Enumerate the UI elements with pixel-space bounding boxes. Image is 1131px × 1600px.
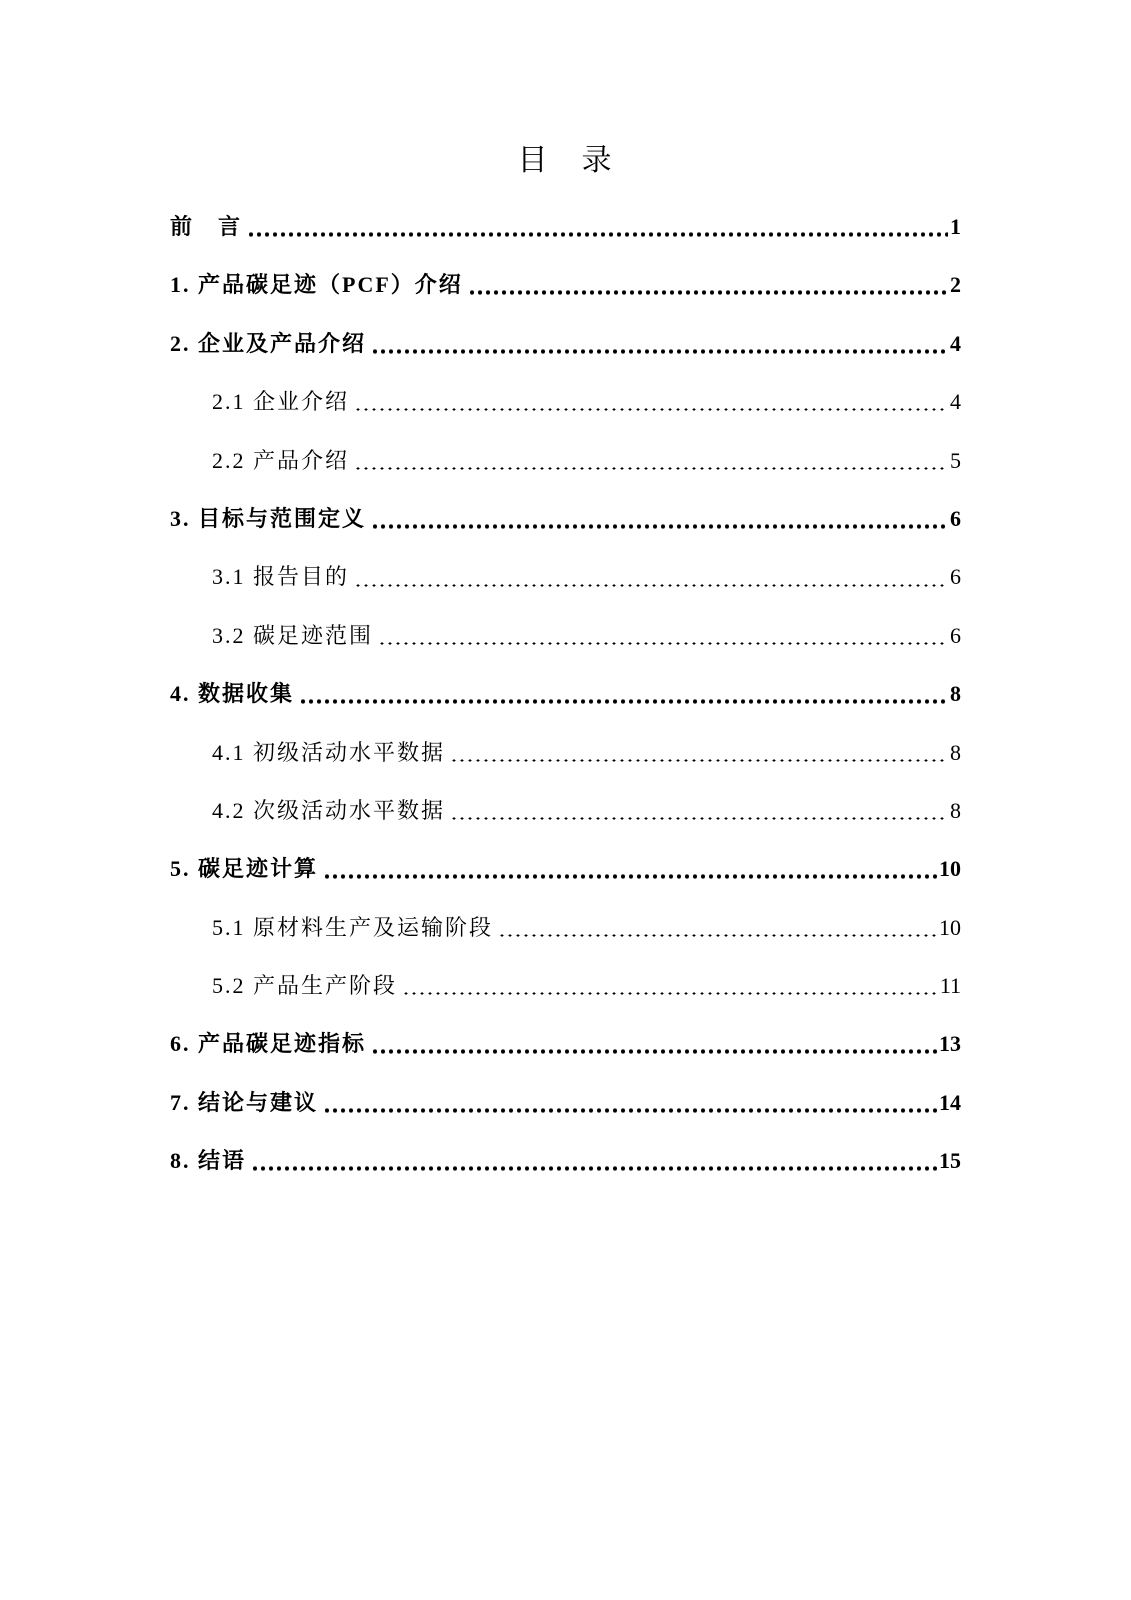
toc-entry-3-2[interactable]	[170, 607, 961, 665]
toc-entry-page: 5	[950, 447, 961, 473]
toc-entry-4-2[interactable]	[170, 782, 961, 840]
toc-entry-7[interactable]	[170, 1074, 961, 1132]
toc-entry-page: 13	[939, 1031, 961, 1057]
toc-entry-label: 3.2 碳足迹范围	[212, 622, 374, 648]
dot-leader	[378, 607, 948, 665]
toc-entry-page: 10	[939, 914, 961, 940]
dot-leader	[354, 432, 948, 490]
toc-entry-label: 3.1 报告目的	[212, 564, 350, 590]
dot-leader	[402, 957, 938, 1015]
dot-leader	[450, 724, 948, 782]
dot-leader	[371, 490, 948, 548]
toc-entry-2-2[interactable]	[170, 432, 961, 490]
toc-entry-label: 1. 产品碳足迹（PCF）介绍	[170, 272, 463, 298]
page-title: 目 录	[517, 144, 614, 177]
toc-entry-page: 8	[950, 681, 961, 707]
toc-entry-3[interactable]	[170, 490, 961, 548]
dot-leader	[251, 1132, 937, 1190]
toc-entry-page: 10	[939, 856, 961, 882]
toc-entry-page: 1	[950, 214, 961, 239]
toc-entry-label: 3. 目标与范围定义	[170, 505, 367, 531]
toc-entry-3-1[interactable]	[170, 548, 961, 606]
toc-entry-label: 4. 数据收集	[170, 681, 295, 707]
toc-entry-page: 4	[950, 389, 961, 415]
toc-entry-label: 前 言	[170, 214, 243, 239]
toc-entry-4[interactable]	[170, 665, 961, 723]
toc-entry-page: 8	[950, 797, 961, 823]
toc-entry-label: 7. 结论与建议	[170, 1089, 319, 1115]
dot-leader	[247, 198, 948, 256]
toc-entry-page: 6	[950, 622, 961, 648]
toc-entry-page: 8	[950, 739, 961, 765]
dot-leader	[354, 548, 948, 606]
toc-entry-label: 2. 企业及产品介绍	[170, 330, 367, 356]
toc-entry-page: 14	[939, 1089, 961, 1115]
toc-entry-5[interactable]	[170, 840, 961, 898]
toc-entry-4-1[interactable]	[170, 724, 961, 782]
dot-leader	[450, 782, 948, 840]
toc-entry-label: 6. 产品碳足迹指标	[170, 1031, 367, 1057]
toc-entry-6[interactable]	[170, 1015, 961, 1073]
toc-entry-label: 5.2 产品生产阶段	[212, 973, 398, 999]
dot-leader	[498, 899, 937, 957]
dot-leader	[299, 665, 948, 723]
toc-entry-preface[interactable]	[170, 198, 961, 256]
dot-leader	[371, 315, 948, 373]
dot-leader	[323, 1074, 937, 1132]
toc-entry-label: 4.2 次级活动水平数据	[212, 797, 446, 823]
toc-entry-label: 8. 结语	[170, 1148, 247, 1174]
toc-entry-5-2[interactable]	[170, 957, 961, 1015]
dot-leader	[323, 840, 937, 898]
toc-entry-8[interactable]	[170, 1132, 961, 1190]
dot-leader	[371, 1015, 937, 1073]
toc-entry-page: 2	[950, 272, 961, 298]
toc-entry-1[interactable]	[170, 256, 961, 314]
toc-entry-label: 2.2 产品介绍	[212, 447, 350, 473]
toc-entry-2[interactable]	[170, 315, 961, 373]
toc-entry-page: 15	[939, 1148, 961, 1174]
toc-entry-label: 4.1 初级活动水平数据	[212, 739, 446, 765]
toc-entry-label: 5. 碳足迹计算	[170, 856, 319, 882]
toc-entry-label: 2.1 企业介绍	[212, 389, 350, 415]
toc-entry-2-1[interactable]	[170, 373, 961, 431]
toc-entry-5-1[interactable]	[170, 899, 961, 957]
toc-entry-page: 6	[950, 505, 961, 531]
toc-entry-page: 11	[939, 973, 961, 999]
toc-entry-page: 4	[950, 330, 961, 356]
toc-entry-label: 5.1 原材料生产及运输阶段	[212, 914, 494, 940]
toc-entry-page: 6	[950, 564, 961, 590]
toc-list	[170, 198, 961, 1191]
dot-leader	[468, 256, 948, 314]
dot-leader	[354, 373, 948, 431]
